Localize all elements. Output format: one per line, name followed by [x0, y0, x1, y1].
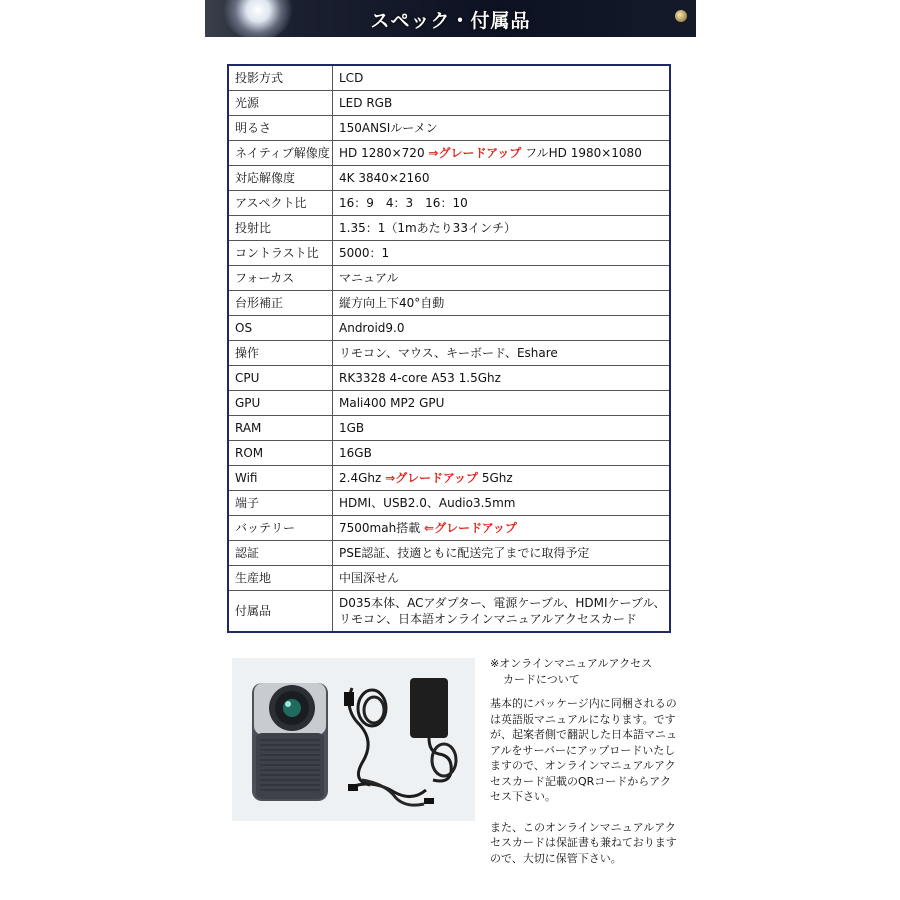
spec-label: 投射比 — [228, 216, 333, 241]
spec-label: 端子 — [228, 491, 333, 516]
table-row — [228, 141, 670, 166]
spec-label: OS — [228, 316, 333, 341]
table-row — [228, 266, 670, 291]
spec-value: PSE認証、技適ともに配送完了までに取得予定 — [333, 541, 671, 566]
spec-label: 対応解像度 — [228, 166, 333, 191]
spec-value: Mali400 MP2 GPU — [333, 391, 671, 416]
table-row — [228, 566, 670, 591]
spec-value: 1GB — [333, 416, 671, 441]
spec-value: LCD — [333, 65, 671, 91]
ornament-icon — [675, 10, 687, 22]
table-row — [228, 65, 670, 91]
spec-table — [227, 64, 671, 633]
spec-value-upgraded: 5Ghz — [481, 471, 513, 485]
table-row — [228, 491, 670, 516]
section-title: スペック・付属品 — [370, 10, 531, 32]
upgrade-label: ⇒グレードアップ — [428, 146, 522, 160]
spec-label: RAM — [228, 416, 333, 441]
table-row — [228, 341, 670, 366]
spec-value: 中国深せん — [333, 566, 671, 591]
table-row — [228, 241, 670, 266]
table-row — [228, 116, 670, 141]
spec-label: 認証 — [228, 541, 333, 566]
spec-label: 光源 — [228, 91, 333, 116]
note-paragraph: また、このオンラインマニュアルアクセスカードは保証書も兼ねておりますので、大切に保管下さい。 — [490, 820, 677, 865]
note-heading: カードについて — [503, 672, 580, 686]
table-row — [228, 166, 670, 191]
spec-value — [333, 516, 671, 541]
spec-value-upgraded: フルHD 1980×1080 — [525, 146, 642, 160]
accessories-photo — [232, 658, 475, 821]
spec-label: フォーカス — [228, 266, 333, 291]
spec-label: コントラスト比 — [228, 241, 333, 266]
table-row — [228, 216, 670, 241]
accessories-illustration — [232, 658, 475, 821]
upgrade-label: ⇒グレードアップ — [385, 471, 478, 485]
table-row — [228, 391, 670, 416]
spec-label: GPU — [228, 391, 333, 416]
spec-label: ROM — [228, 441, 333, 466]
spec-value: 150ANSIルーメン — [333, 116, 671, 141]
spec-value-base: HD 1280×720 — [339, 146, 425, 160]
table-row — [228, 541, 670, 566]
spec-value: 1.35：1（1mあたり33インチ） — [333, 216, 671, 241]
table-row — [228, 366, 670, 391]
spec-label: 付属品 — [228, 591, 333, 633]
spec-label: ネイティブ解像度 — [228, 141, 333, 166]
spec-label: 生産地 — [228, 566, 333, 591]
spec-value: マニュアル — [333, 266, 671, 291]
spec-value-base: 2.4Ghz — [339, 471, 382, 485]
note-heading: ※オンラインマニュアルアクセス — [490, 657, 653, 670]
spec-value: LED RGB — [333, 91, 671, 116]
table-row — [228, 91, 670, 116]
spec-label: 台形補正 — [228, 291, 333, 316]
spec-value-line: D035本体、ACアダプター、電源ケーブル、HDMIケーブル、 — [339, 596, 666, 610]
spec-label: アスペクト比 — [228, 191, 333, 216]
section-banner — [205, 0, 696, 37]
spec-value: 5000：1 — [333, 241, 671, 266]
spec-value: 4K 3840×2160 — [333, 166, 671, 191]
table-row — [228, 591, 670, 633]
spec-value — [333, 141, 671, 166]
spec-value: リモコン、マウス、キーボード、Eshare — [333, 341, 671, 366]
table-row — [228, 316, 670, 341]
table-row — [228, 466, 670, 491]
spec-label: 操作 — [228, 341, 333, 366]
spec-value: 16GB — [333, 441, 671, 466]
spec-label: CPU — [228, 366, 333, 391]
manual-card-note — [490, 656, 680, 866]
spec-label: 明るさ — [228, 116, 333, 141]
table-row — [228, 291, 670, 316]
spec-value: HDMI、USB2.0、Audio3.5mm — [333, 491, 671, 516]
spec-value-base: 7500mah搭載 — [339, 521, 421, 535]
table-row — [228, 191, 670, 216]
table-row — [228, 516, 670, 541]
spec-label: 投影方式 — [228, 65, 333, 91]
spec-value — [333, 591, 671, 633]
spec-label: Wifi — [228, 466, 333, 491]
spec-value-line: リモコン、日本語オンラインマニュアルアクセスカード — [339, 612, 637, 626]
upgrade-label: ⇐グレードアップ — [424, 521, 517, 535]
table-row — [228, 416, 670, 441]
spec-value: 16：9 4：3 16：10 — [333, 191, 671, 216]
ac-adapter-icon — [410, 678, 448, 738]
spec-value: 縦方向上下40°自動 — [333, 291, 671, 316]
spec-value: RK3328 4-core A53 1.5Ghz — [333, 366, 671, 391]
table-row — [228, 441, 670, 466]
note-paragraph: 基本的にパッケージ内に同梱されるのは英語版マニュアルになります。ですが、起案者側で翻訳した日本語マニュアルをサーバーにアップロードいたしますので、オンラインマニュアルアクセスカード記載のQRコードからアクセス下さい。 — [490, 697, 677, 803]
spec-value — [333, 466, 671, 491]
spec-label: バッテリー — [228, 516, 333, 541]
spec-value: Android9.0 — [333, 316, 671, 341]
